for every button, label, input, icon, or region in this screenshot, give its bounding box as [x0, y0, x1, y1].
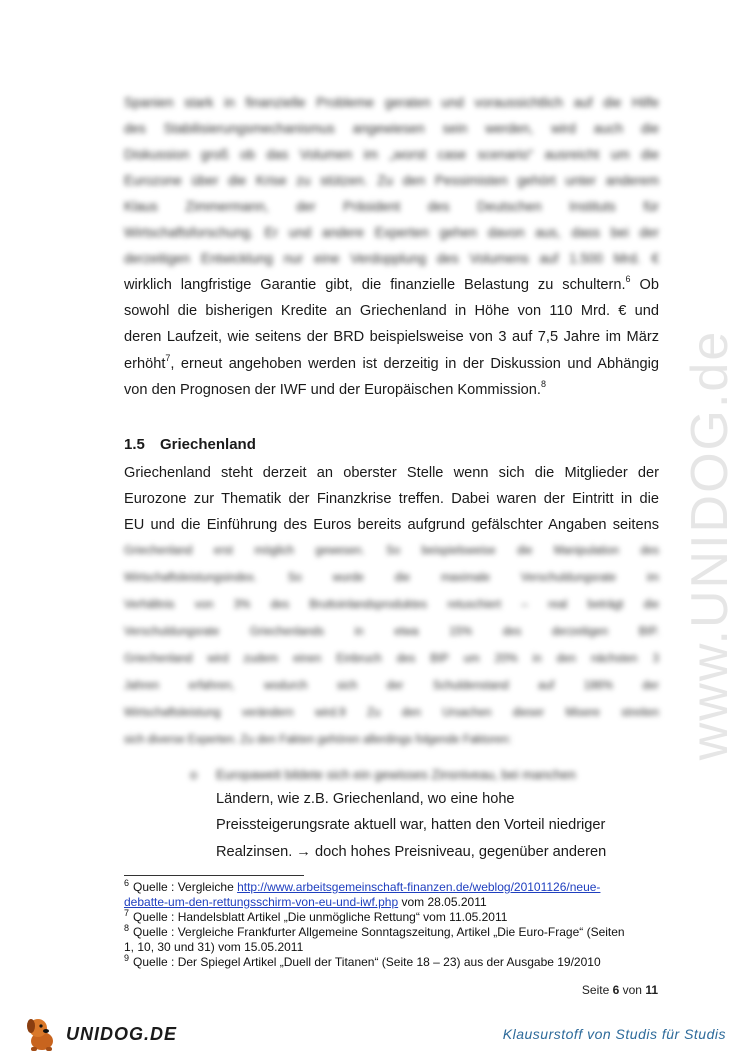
section-title: Griechenland: [160, 436, 256, 453]
paragraph-line: [124, 272, 659, 298]
page-number: [582, 983, 658, 997]
footnotes: [124, 880, 664, 970]
footnote-link[interactable]: debatte-um-den-rettungsschirm-von-eu-und-iwf.php: [124, 895, 399, 909]
paragraph-line: Griechenland steht derzeit an oberster Stelle wenn sich die Mitglieder der: [124, 465, 659, 481]
footnote-text: vom 28.05.2011: [398, 895, 487, 909]
footnote-text: Quelle : Vergleiche Frankfurter Allgemeine Sonntagszeitung, Artikel „Die Euro-Frage“ (Seiten: [133, 925, 625, 939]
bullet-item-blurred: [190, 762, 660, 788]
page-number-middle: von: [619, 983, 646, 997]
tagline: Klausurstoff von Studis für Studis: [502, 1026, 726, 1042]
section-heading: [124, 436, 256, 453]
dog-icon: [22, 1014, 62, 1054]
watermark-text: www.UNIDOG.de: [681, 329, 739, 761]
footnote-text: Quelle : Handelsblatt Artikel „Die unmögliche Rettung“ vom 11.05.2011: [133, 910, 508, 924]
footnote-separator: [124, 875, 304, 876]
paragraph-line: [124, 351, 659, 377]
paragraph-line: EU und die Einführung des Euros bereits aufgrund gefälschter Angaben seitens: [124, 517, 659, 534]
page-number-current: 6: [612, 983, 620, 997]
blurred-line: sich diverse Experten. Zu den Fakten gehören allerdings folgende Faktoren:: [124, 734, 512, 746]
section-number: 1.5: [124, 436, 145, 453]
paragraph-line: deren Laufzeit, wie seitens der BRD beispielsweise von 3 auf 7,5 Jahre im März: [124, 329, 659, 346]
blurred-text-top: [124, 90, 659, 272]
page-number-prefix: Seite: [581, 983, 613, 997]
blurred-line: Eurozone über die Krise zu stützen. Zu den Pessimisten gehört unter anderem: [124, 173, 659, 188]
footnote-ref[interactable]: 7: [165, 352, 171, 363]
footnote-text: Quelle : Vergleiche: [133, 880, 238, 894]
footnote-text: Quelle : Der Spiegel Artikel „Duell der Titanen“ (Seite 18 – 23) aus der Ausgabe 19/2010: [133, 955, 601, 969]
footnote-link[interactable]: http://www.arbeitsgemeinschaft-finanzen.de/weblog/20101126/neue-: [237, 880, 601, 894]
text-run: von den Prognosen der IWF und der Europäischen Kommission.: [124, 381, 541, 398]
bullet-line: Ländern, wie z.B. Griechenland, wo eine hohe: [216, 791, 515, 807]
blurred-line: Wirtschaftsleistung verändern wird.9 Zu den Ursachen dieser Misere streiten: [124, 707, 659, 719]
footnote-number: 9: [124, 953, 130, 963]
blurred-text-middle: [124, 538, 659, 754]
footnote-7: [124, 910, 664, 925]
blurred-line: Griechenland erst möglich gewesen. So beispielsweise die Manipulation des: [124, 545, 659, 557]
bullet-line: Preissteigerungsrate aktuell war, hatten den Vorteil niedriger: [216, 817, 606, 834]
footnote-number: 8: [124, 923, 130, 933]
footnote-6-cont: [124, 895, 664, 910]
text-run: , erneut angehoben werden ist derzeitig in der Diskussion und Abhängig: [170, 355, 659, 372]
footnote-ref[interactable]: 8: [540, 378, 546, 389]
blurred-line: Verschuldungsrate Griechenlands in etwa 15% des derzeitigen BIP.: [124, 626, 659, 638]
blurred-line: des Stabilisierungsmechanismus angewiesen sein werden, wird auch die: [124, 121, 659, 136]
paragraph-2: [124, 460, 659, 539]
paragraph-1: [124, 272, 659, 403]
blurred-line: Verhältnis von 3% des Bruttoinlandsproduktes retuschiert – real beträgt die: [124, 599, 659, 611]
bullet-line: Realzinsen. → doch hohes Preisniveau, gegenüber anderen: [216, 843, 607, 860]
blurred-line: derzeitigen Entwicklung nur eine Verdopplung des Volumens auf 1.500 Mrd. €: [124, 251, 659, 266]
blurred-line: Jahren erfahren, wodurch sich der Schuldenstand auf 186% der: [124, 680, 659, 692]
blurred-line: Klaus Zimmermann, der Präsident des Deutschen Instituts für: [124, 199, 659, 214]
paragraph-line: [124, 377, 659, 403]
paragraph-line: sowohl die bisherigen Kredite an Griechenland in Höhe von 110 Mrd. € und: [124, 303, 659, 320]
bullet-icon: o: [190, 767, 198, 782]
text-run: Ob: [630, 277, 659, 293]
blurred-line: Wirtschaftsforschung. Er und andere Experten gehen davon aus, dass bei der: [124, 225, 659, 240]
bullet-text: Europaweit bildete sich ein gewisses Zinsniveau, bei manchen: [216, 767, 576, 782]
blurred-line: Spanien stark in finanzielle Probleme geraten und voraussichtlich auf die Hilfe: [124, 95, 659, 110]
footnote-9: [124, 955, 664, 970]
footnote-8-cont: 1, 10, 30 und 31) vom 15.05.2011: [124, 940, 304, 954]
footnote-ref[interactable]: 6: [625, 274, 631, 285]
blurred-line: Diskussion groß ob das Volumen im „worst case scenario“ ausreicht um die: [124, 147, 659, 162]
page-number-total: 11: [645, 983, 658, 997]
bullet-item-continued: [216, 786, 606, 865]
text-run: wirklich langfristige Garantie gibt, die finanzielle Belastung zu schultern.: [124, 277, 626, 293]
footnote-8: [124, 925, 664, 940]
footnote-6: [124, 880, 664, 895]
blurred-line: Griechenland wird zudem einen Einbruch des BIP um 20% in den nächsten 3: [124, 653, 659, 665]
footnote-number: 6: [124, 878, 130, 888]
text-run: erhöht: [124, 355, 166, 372]
footnote-number: 7: [124, 908, 130, 918]
unidog-logo[interactable]: [22, 1012, 182, 1056]
logo-text: UNIDOG.DE: [66, 1024, 178, 1044]
paragraph-line: Eurozone zur Thematik der Finanzkrise treffen. Dabei waren der Eintritt in die: [124, 491, 659, 508]
blurred-line: Wirtschaftsleistungsindex. So wurde die maximale Verschuldungsrate im: [124, 572, 659, 584]
